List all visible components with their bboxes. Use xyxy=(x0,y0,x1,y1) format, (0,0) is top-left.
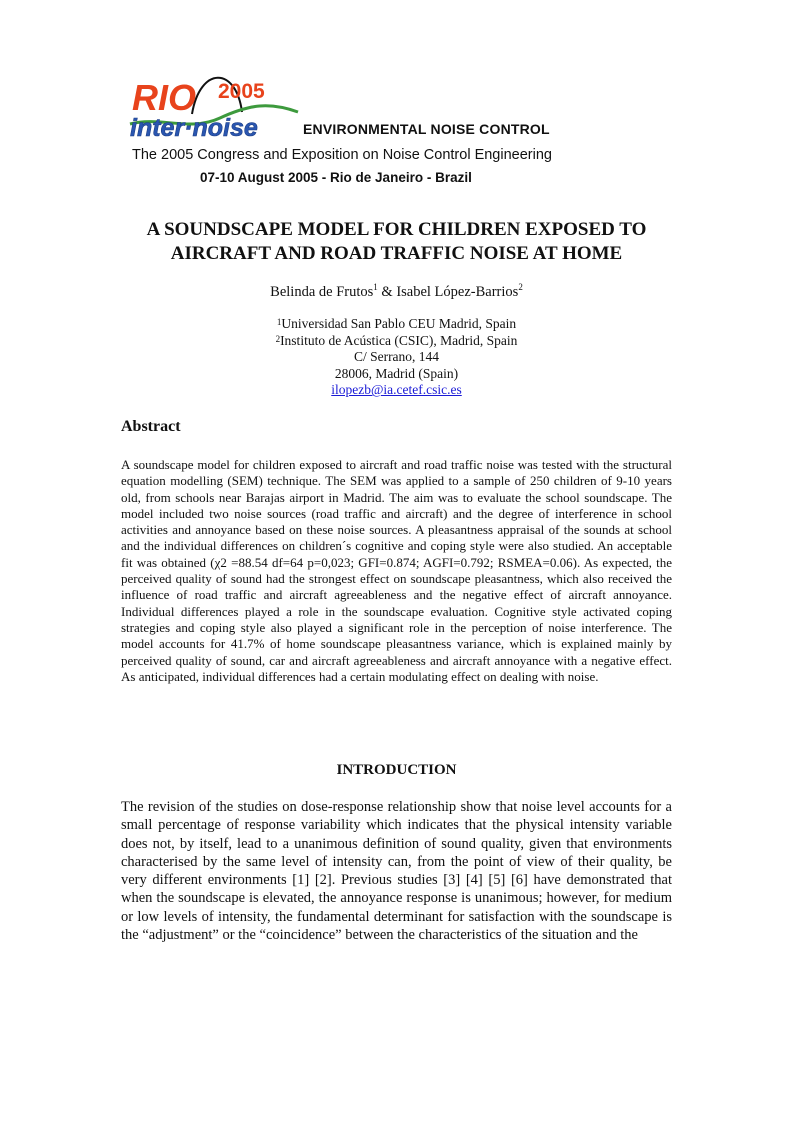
conference-logo xyxy=(130,72,300,142)
introduction-heading: INTRODUCTION xyxy=(336,762,457,778)
introduction-paragraph: The revision of the studies on dose-response relationship show that noise level accounts for a small percentage of response variability which indicates that the physical intensity variable does not, by itself, lead to a unanimous definition of sound quality, given that environments characterised by the same level of intensity can, from the point of view of their quality, be very different environments [1] [2]. Previous studies [3] [4] [5] [6] have demonstrated that when the soundscape is elevated, the annoyance response is unanimous; however, for medium or low levels of intensity, the fundamental determinant for satisfaction with the soundscape is the “adjustment” or the “coincidence” between the characteristics of the situation and the xyxy=(121,799,672,944)
email-link[interactable]: ilopezb@ia.cetef.csic.es xyxy=(331,382,462,398)
paper-title xyxy=(100,218,693,266)
abstract-paragraph: A soundscape model for children exposed to aircraft and road traffic noise was tested with the structural equation modelling (SEM) technique. The SEM was applied to a sample of 250 children of 9-10 years old, from schools near Barajas airport in Madrid. The aim was to evaluate the school soundscape. The model included two noise sources (road traffic and aircraft) and the degree of interference in school activities and annoyance based on these noise sources. A pleasantness appraisal of the sounds at school and the individual differences on children´s cognitive and coping style were also studied. An acceptable fit was obtained (χ2 =88.54 df=64 p=0,023; GFI=0.874; AGFI=0.792; RSMEA=0.06). As expected, the perceived quality of sound had the strongest effect on soundscape pleasantness, which also received the influence of road traffic and aircraft agreeableness and the negative effect of aircraft annoyance. Individual differences played a role in the soundscape evaluation. Cognitive style activated coping strategies and coping style also played a significant role in the perception of noise interference. The model accounts for 41.7% of home soundscape pleasantness variance, which is explained mainly by perceived quality of sound, car and aircraft agreeableness and aircraft annoyance with a negative effect. As anticipated, individual differences had a certain modulating effect on dealing with noise. xyxy=(121,457,672,684)
conference-dates: 07-10 August 2005 - Rio de Janeiro - Brazil xyxy=(200,170,472,185)
author-separator: & xyxy=(377,284,397,300)
logo-rio-text: RIO xyxy=(132,77,197,118)
author-name: Belinda de Frutos xyxy=(270,284,374,300)
affiliation-1: $^1$Universidad San Pablo CEU Madrid, Spain xyxy=(276,316,517,331)
conference-subtitle: The 2005 Congress and Exposition on Noise Control Engineering xyxy=(132,147,552,163)
address-street: C/ Serrano, 144 xyxy=(353,349,440,365)
paper-title-line-1: A SOUNDSCAPE MODEL FOR CHILDREN EXPOSED TO xyxy=(146,219,647,240)
address-city: 28006, Madrid (Spain) xyxy=(334,365,459,381)
abstract-heading: Abstract xyxy=(121,418,181,435)
inter-noise-logo-icon xyxy=(130,72,300,142)
author-name: Isabel López-Barrios xyxy=(396,284,519,300)
affiliation-block xyxy=(120,316,673,399)
logo-brand-text: inter·noise xyxy=(130,114,258,142)
author-list xyxy=(120,284,673,301)
logo-year-text: 2005 xyxy=(218,80,265,103)
author-affiliation-mark: 2 xyxy=(518,282,523,292)
affiliation-2: $^2$Instituto de Acústica (CSIC), Madrid, Spain xyxy=(275,332,518,348)
conference-title: ENVIRONMENTAL NOISE CONTROL xyxy=(303,121,550,137)
paper-title-line-2: AIRCRAFT AND ROAD TRAFFIC NOISE AT HOME xyxy=(170,243,623,264)
author-affiliation-mark: 1 xyxy=(373,282,378,292)
